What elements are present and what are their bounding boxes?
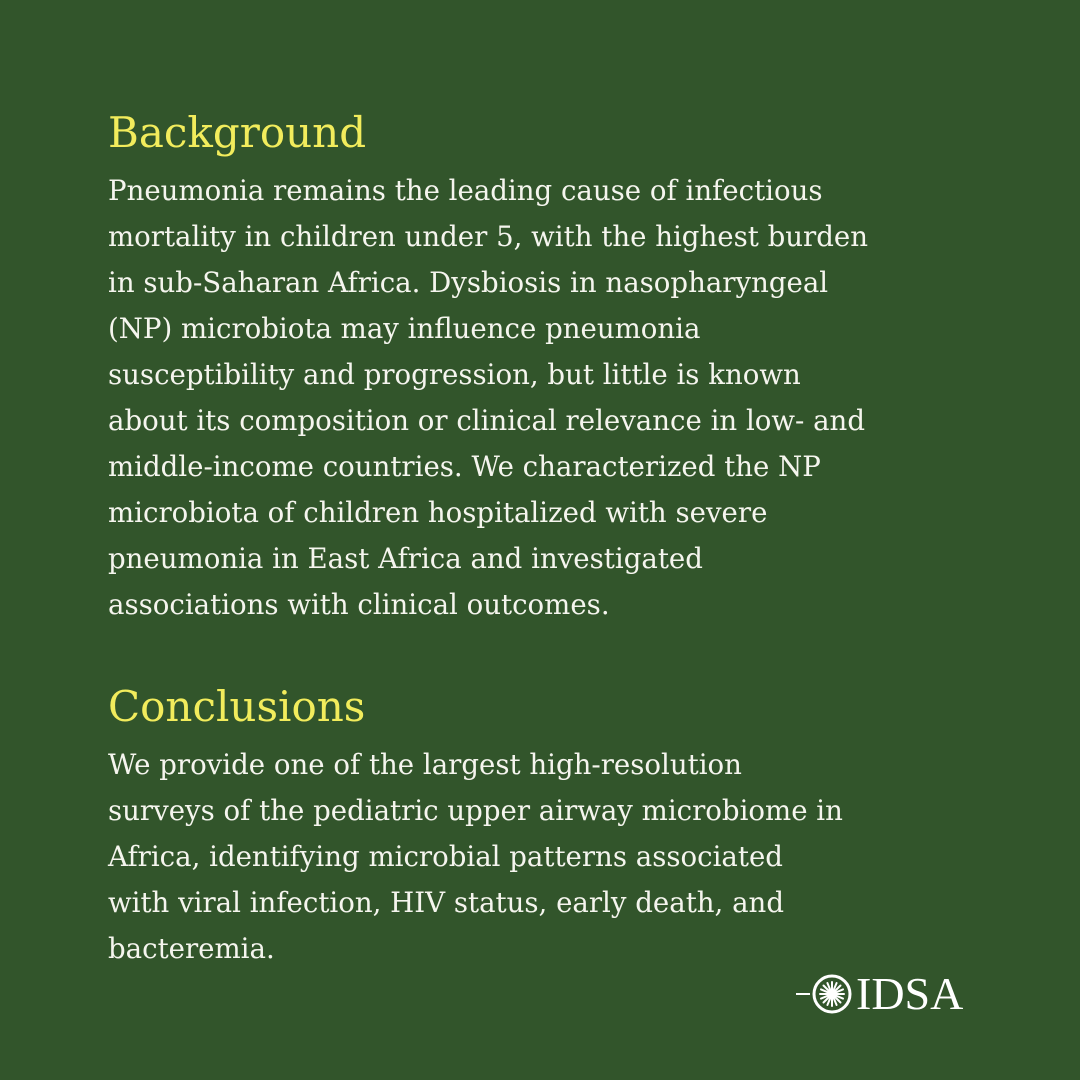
starburst-icon — [796, 966, 854, 1022]
background-body — [108, 168, 868, 628]
background-line: associations with clinical outcomes. — [108, 588, 610, 621]
conclusions-line: with viral infection, HIV status, early death, and — [108, 886, 784, 919]
conclusions-line: Africa, identifying microbial patterns associated — [108, 840, 783, 873]
background-line: (NP) microbiota may influence pneumonia — [108, 312, 701, 345]
conclusions-heading: Conclusions — [108, 682, 366, 731]
background-line: microbiota of children hospitalized with severe — [108, 496, 768, 529]
conclusions-line: bacteremia. — [108, 932, 275, 965]
background-heading: Background — [108, 108, 367, 157]
conclusions-line: We provide one of the largest high-resolution — [108, 748, 742, 781]
idsa-logo — [796, 966, 963, 1022]
background-line: susceptibility and progression, but little is known — [108, 358, 801, 391]
background-line: middle-income countries. We characterized the NP — [108, 450, 821, 483]
background-line: about its composition or clinical relevance in low- and — [108, 404, 865, 437]
conclusions-body — [108, 742, 843, 972]
idsa-logo-text: IDSA — [856, 968, 964, 1019]
background-line: in sub-Saharan Africa. Dysbiosis in nasopharyngeal — [108, 266, 829, 299]
background-line: Pneumonia remains the leading cause of infectious — [108, 174, 823, 207]
background-line: pneumonia in East Africa and investigated — [108, 542, 703, 575]
background-line: mortality in children under 5, with the highest burden — [108, 220, 868, 253]
conclusions-line: surveys of the pediatric upper airway microbiome in — [108, 794, 843, 827]
